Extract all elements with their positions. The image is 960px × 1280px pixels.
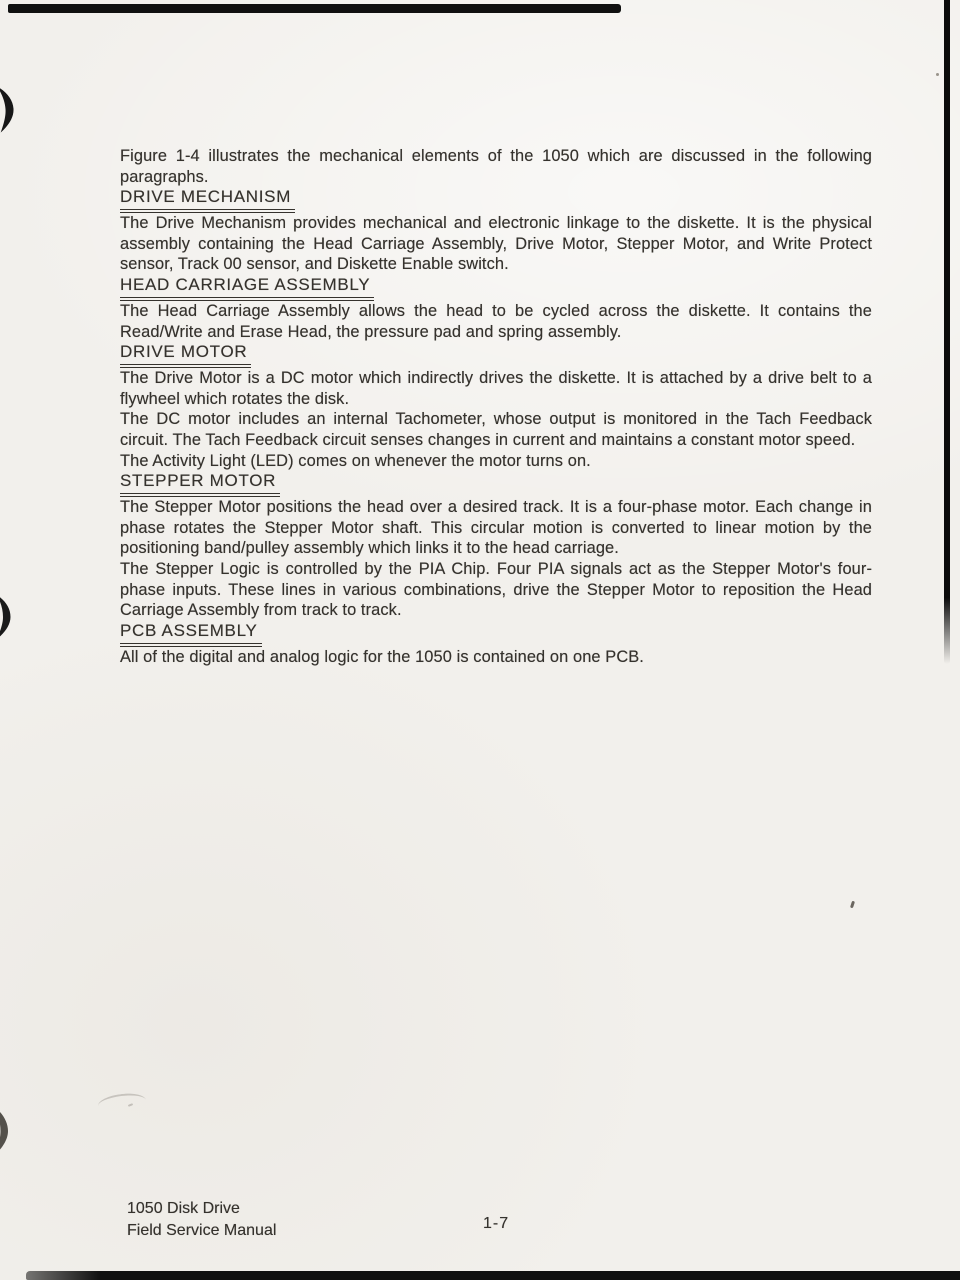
intro-paragraph: Figure 1-4 illustrates the mechanical elements of the 1050 which are discussed in the following paragraphs. <box>120 147 872 186</box>
page-body <box>120 146 872 667</box>
footer-line-1: 1050 Disk Drive <box>127 1200 240 1217</box>
paragraph: The Stepper Logic is controlled by the PIA Chip. Four PIA signals act as the Stepper Motor's four-phase inputs. These lines in various combinations, drive the Stepper Motor to reposition the Head Carriage Assembly from track to track. <box>120 559 872 620</box>
paragraph: The Activity Light (LED) comes on whenever the motor turns on. <box>120 451 591 470</box>
scan-artifact-top-bar <box>8 4 621 13</box>
footer-line-2: Field Service Manual <box>127 1221 277 1239</box>
paragraph: The Drive Mechanism provides mechanical and electronic linkage to the diskette. It is the physical assembly containing the Head Carriage Assembly, Drive Motor, Stepper Motor, and Write Protect sensor, Track 00 sensor, and Diskette Enable switch. <box>120 214 872 274</box>
footer-document-title <box>127 1198 276 1241</box>
heading-text: HEAD CARRIAGE ASSEMBLY <box>120 275 374 301</box>
paper-speck <box>936 73 939 76</box>
binder-hole-shadow-middle <box>0 594 14 640</box>
heading-text: STEPPER MOTOR <box>120 471 280 497</box>
heading-text: DRIVE MECHANISM <box>120 187 295 213</box>
section-heading-pcb-assembly <box>120 621 872 647</box>
paragraph: The DC motor includes an internal Tachometer, whose output is monitored in the Tach Feedback circuit. The Tach Feedback circuit senses changes in current and maintains a constant motor speed. <box>120 410 872 449</box>
paragraph: The Drive Motor is a DC motor which indirectly drives the diskette. It is attached by a drive belt to a flywheel which rotates the disk. <box>120 369 872 408</box>
section-heading-drive-mechanism <box>120 187 872 213</box>
section-heading-head-carriage-assembly <box>120 275 872 301</box>
section-heading-stepper-motor <box>120 471 872 497</box>
heading-text: DRIVE MOTOR <box>120 342 251 368</box>
binder-hole-shadow-bottom <box>0 1106 12 1156</box>
scan-artifact-bottom-bar <box>26 1271 960 1280</box>
paragraph: All of the digital and analog logic for the 1050 is contained on one PCB. <box>120 647 644 666</box>
paragraph: The Head Carriage Assembly allows the head to be cycled across the diskette. It contains the Read/Write and Erase Head, the pressure pad and spring assembly. <box>120 301 872 341</box>
scan-artifact-right-edge-line <box>944 0 950 664</box>
pencil-smudge-mark <box>97 1091 147 1115</box>
binder-hole-shadow-top <box>0 84 19 133</box>
ink-speck <box>850 901 855 909</box>
page-number: 1-7 <box>483 1215 510 1232</box>
section-heading-drive-motor <box>120 342 872 368</box>
paragraph: The Stepper Motor positions the head over a desired track. It is a four-phase motor. Each change in phase rotates the Stepper Motor shaft. This circular motion is converted to linear motion by the positioning band/pulley assembly which links it to the head carriage. <box>120 498 872 558</box>
heading-text: PCB ASSEMBLY <box>120 621 262 647</box>
